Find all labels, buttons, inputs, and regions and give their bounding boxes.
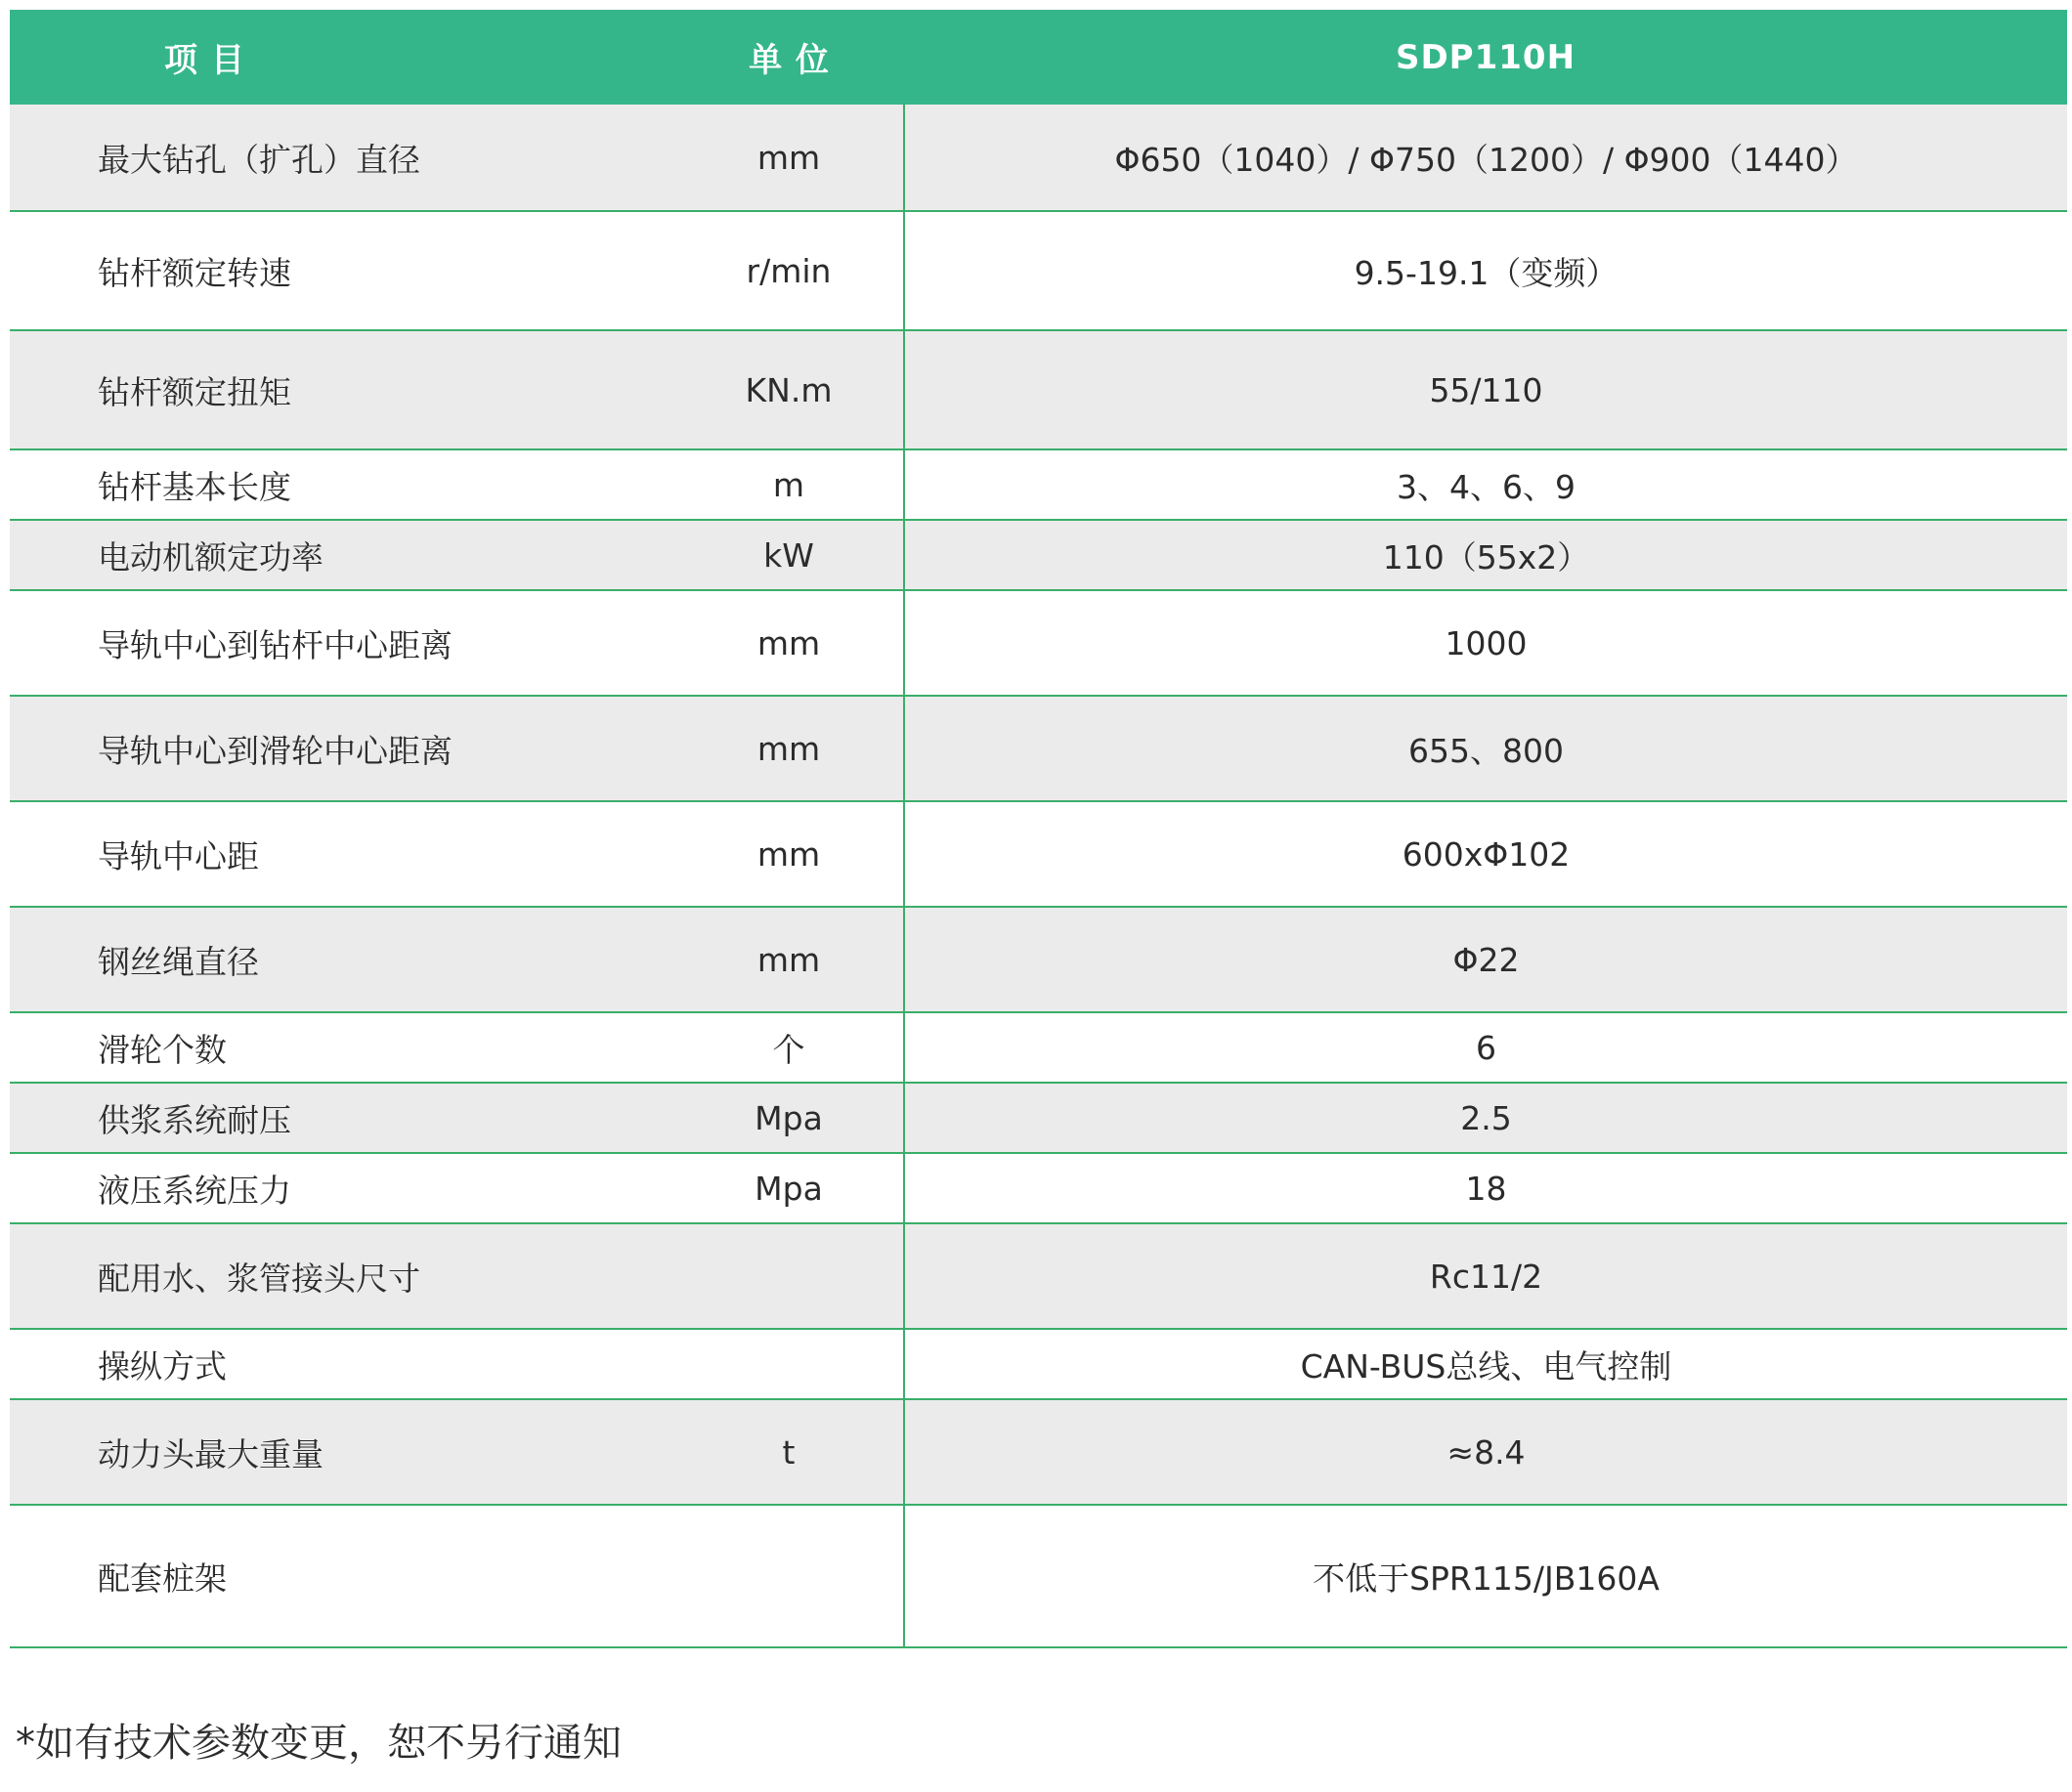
row-unit: mm: [674, 907, 904, 1012]
row-item: 钻杆基本长度: [10, 449, 674, 520]
row-unit: Mpa: [674, 1153, 904, 1223]
table-row: [10, 907, 2067, 1012]
header-unit: 单 位: [674, 10, 904, 105]
table-row: [10, 1329, 2067, 1399]
row-item: 电动机额定功率: [10, 520, 674, 590]
footnote: *如有技术参数变更，恕不另行通知: [16, 1721, 622, 1766]
header-item: 项 目: [10, 10, 674, 105]
row-unit: m: [674, 449, 904, 520]
table-header: [10, 10, 2067, 105]
table-row: [10, 1153, 2067, 1223]
row-unit: 个: [674, 1012, 904, 1083]
row-unit: KN.m: [674, 330, 904, 449]
row-value: 18: [904, 1153, 2067, 1223]
row-unit: [674, 1329, 904, 1399]
row-item: 滑轮个数: [10, 1012, 674, 1083]
row-value: 6: [904, 1012, 2067, 1083]
row-value: 3、4、6、9: [904, 449, 2067, 520]
row-value: 2.5: [904, 1083, 2067, 1153]
row-item: 动力头最大重量: [10, 1399, 674, 1505]
table-row: [10, 520, 2067, 590]
row-value: ≈8.4: [904, 1399, 2067, 1505]
table-row: [10, 1505, 2067, 1647]
row-value: 不低于SPR115/JB160A: [904, 1505, 2067, 1647]
row-item: 液压系统压力: [10, 1153, 674, 1223]
row-unit: Mpa: [674, 1083, 904, 1153]
row-value: 55/110: [904, 330, 2067, 449]
row-item: 导轨中心到钻杆中心距离: [10, 590, 674, 696]
table-row: [10, 1223, 2067, 1329]
row-item: 钻杆额定转速: [10, 211, 674, 330]
row-value: Φ650（1040）/ Φ750（1200）/ Φ900（1440）: [904, 105, 2067, 211]
row-unit: mm: [674, 801, 904, 907]
row-value: Rc11/2: [904, 1223, 2067, 1329]
row-item: 配套桩架: [10, 1505, 674, 1647]
table-row: [10, 105, 2067, 211]
row-item: 供浆系统耐压: [10, 1083, 674, 1153]
row-item: 钻杆额定扭矩: [10, 330, 674, 449]
row-value: 600xΦ102: [904, 801, 2067, 907]
table-row: [10, 801, 2067, 907]
row-value: 1000: [904, 590, 2067, 696]
row-item: 配用水、浆管接头尺寸: [10, 1223, 674, 1329]
row-value: 655、800: [904, 696, 2067, 801]
row-value: 110（55x2）: [904, 520, 2067, 590]
table-row: [10, 1399, 2067, 1505]
table-row: [10, 211, 2067, 330]
table-row: [10, 449, 2067, 520]
row-item: 钢丝绳直径: [10, 907, 674, 1012]
row-unit: t: [674, 1399, 904, 1505]
row-item: 最大钻孔（扩孔）直径: [10, 105, 674, 211]
row-unit: [674, 1505, 904, 1647]
row-unit: [674, 1223, 904, 1329]
row-unit: mm: [674, 590, 904, 696]
header-model: SDP110H: [904, 10, 2067, 105]
table-row: [10, 590, 2067, 696]
row-item: 操纵方式: [10, 1329, 674, 1399]
row-value: CAN-BUS总线、电气控制: [904, 1329, 2067, 1399]
row-item: 导轨中心距: [10, 801, 674, 907]
table-row: [10, 1012, 2067, 1083]
row-item: 导轨中心到滑轮中心距离: [10, 696, 674, 801]
table-row: [10, 330, 2067, 449]
row-value: 9.5-19.1（变频）: [904, 211, 2067, 330]
spec-table: [10, 10, 2067, 1648]
row-unit: mm: [674, 696, 904, 801]
row-value: Φ22: [904, 907, 2067, 1012]
row-unit: kW: [674, 520, 904, 590]
row-unit: mm: [674, 105, 904, 211]
table-row: [10, 1083, 2067, 1153]
table-body: [10, 105, 2067, 1647]
table-row: [10, 696, 2067, 801]
row-unit: r/min: [674, 211, 904, 330]
